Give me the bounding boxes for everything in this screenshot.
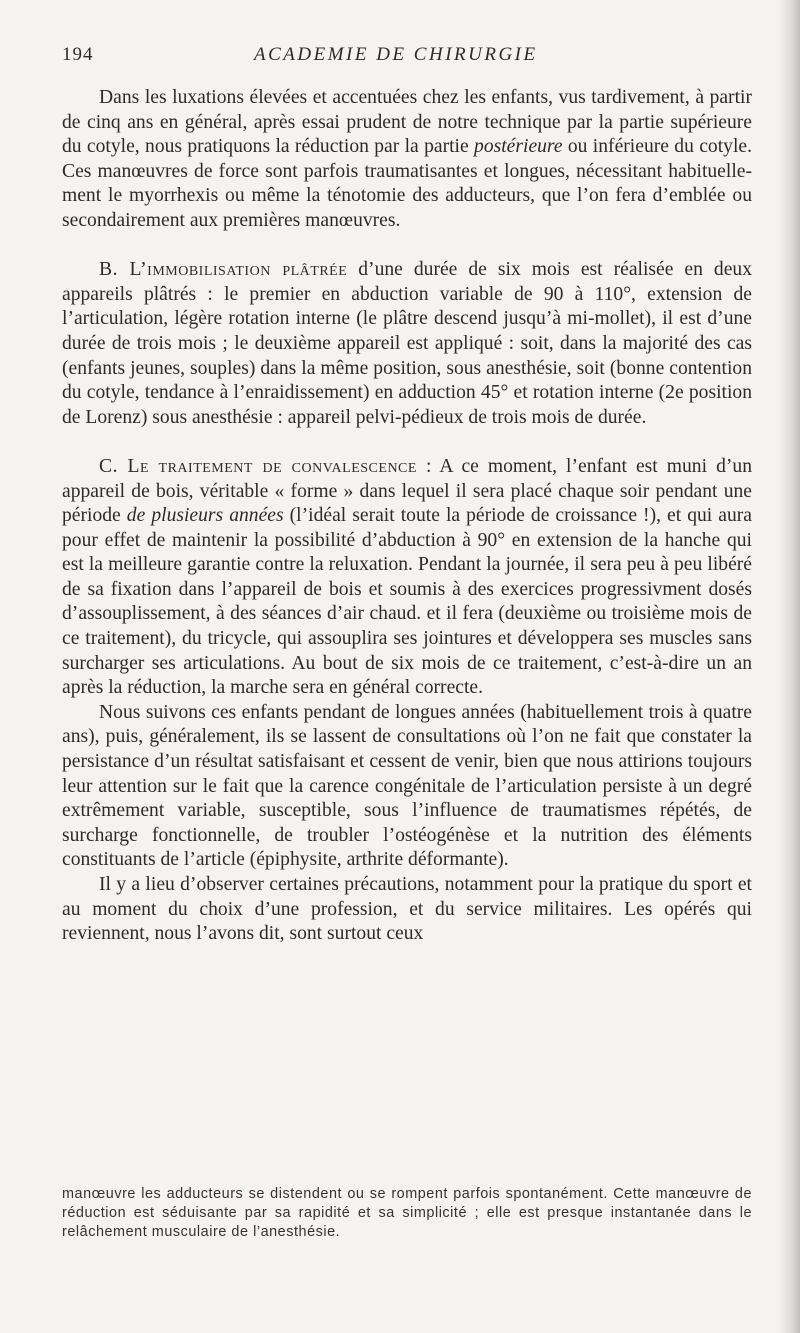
page-edge-shadow [778,0,800,1333]
page-number: 194 [62,44,94,65]
section-heading-b: B. L’immobilisation plâtrée [99,259,348,281]
footnote-text: manœuvre les adducteurs se distendent ou se rompent parfois spontanément. Cette manœuvre de réduction est séduisante par sa rapidité et sa simplicité ; elle est presque instantanée dans le relâchement musculaire de l’anesthésie. [62,1186,752,1240]
paragraph-follow-up [62,701,752,873]
paragraph-text: Dans les luxations élevées et accentuées chez les enfants, vus tardivement, à partir de cinq ans en général, après essai prudent de notre technique par la partie supérieure du cotyle, nous pratiquons la réduction par la partie [62,87,752,158]
paragraph-text: ou inférieure du cotyle. Ces manœuvres de force sont parfois traumatisantes et longues, nécessitant habituellement le myorrhexis ou même la ténotomie des adducteurs, que l’on fera d’emblée ou secondairement aux premières manœuvres. [62,136,752,231]
section-heading-c: C. Le traitement de convalescence [99,455,417,477]
emphasis-text: de plusieurs années [126,505,284,527]
paragraph-text: (l’idéal serait toute la période de croissance !), et qui aura pour effet de maintenir la possibilité d’abduction à 90° en extension de la hanche qui est la meilleure garantie contre la reluxation. Pendant la journée, il sera peu à peu libéré de sa fixation dans l’appareil de bois et soumis à des exercices progressivment dosés d’assouplissement, à des séances d’air chaud. et il fera (deuxième ou troisième mois de ce traitement), du tricycle, qui assouplira ses jointures et développera ses muscles sans surcharger ses articulations. Au bout de six mois de ce traitement, c’est-à-dire un an après la réduction, la marche sera en général correcte. [62,505,753,699]
paragraph-precautions [62,873,752,947]
paragraph-text: : A ce moment, l’enfant est muni d’un appareil de bois, véritable « forme » dans lequel il sera placé chaque soir pendant une période [62,455,752,527]
running-title: ACADEMIE DE CHIRURGIE [254,44,538,65]
paragraph-text: d’une durée de six mois est réalisée en deux appareils plâtrés : le premier en abduction variable de 90 à 110°, extension de l’articulation, légère rotation interne (le plâtre descend jusqu’à mi-mollet), il est d’une durée de trois mois ; le deuxième appareil est appliqué : soit, dans la majorité des cas (enfants jeunes, souples) dans la même position, sous anesthésie, soit (bonne contention du cotyle, tendance à l’enraidissement) en adduction 45° et rotation interne (2e position de Lorenz) sous anesthésie : appareil pelvi-pédieux de trois mois de durée. [62,259,752,428]
paragraph-immobilisation [62,258,752,430]
paragraph-convalescence [62,455,752,701]
paragraph-text: Nous suivons ces enfants pendant de longues années (habituellement trois à quatre ans), puis, généralement, ils se lassent de consultations où l’on ne fait que constater la persistance d’un résultat satisfaisant et cessent de venir, bien que nous attirions toujours leur attention sur le fait que la carence congénitale de l’articulation persiste à un degré extrêmement variable, susceptible, sous l’influence de traumatismes répétés, de surcharge fonctionnelle, de troubler l’ostéogénèse et la nutrition des éléments constituants de l’article (épiphysite, arthrite déformante). [62,701,752,871]
paragraph-text: Il y a lieu d’observer certaines précautions, notamment pour la pratique du sport et au moment du choix d’une profession, et du service militaires. Les opérés qui reviennent, nous l’avons dit, sont surtout ceux [62,874,752,945]
emphasis-text: postérieure [474,136,563,158]
footnote [62,1185,752,1242]
page-header [62,44,752,74]
paragraph-luxations [62,86,752,234]
main-text [62,86,752,947]
